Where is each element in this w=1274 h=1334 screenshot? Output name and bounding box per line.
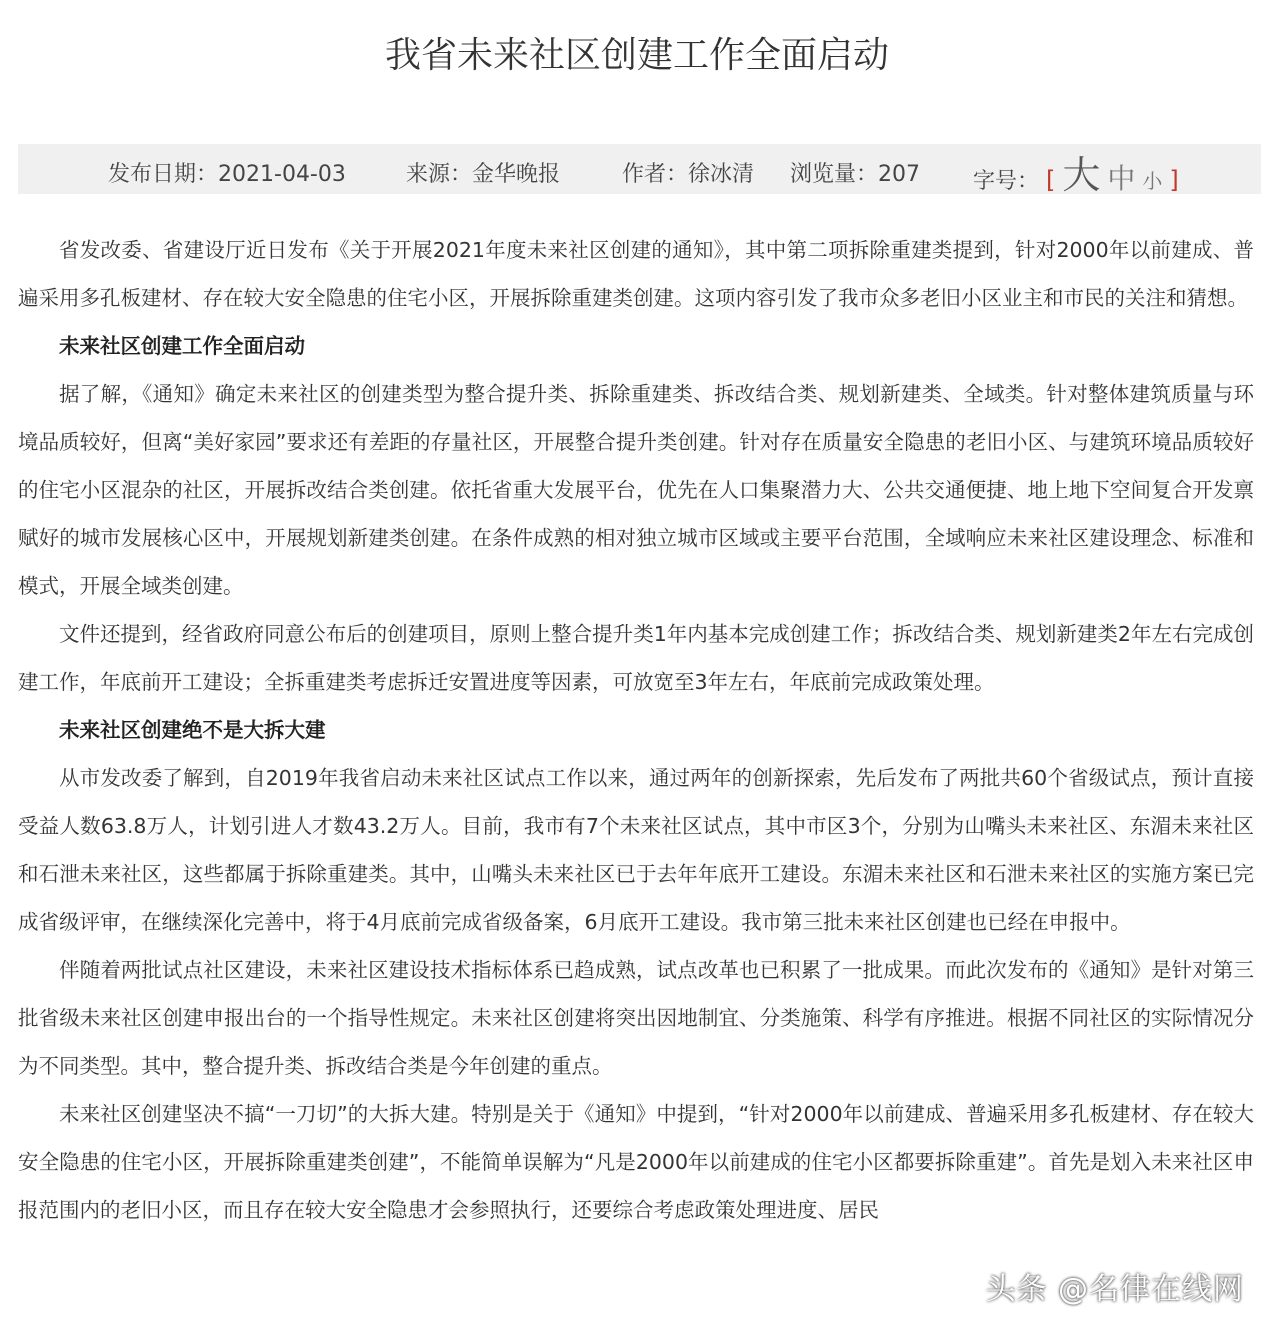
article-paragraph: 文件还提到，经省政府同意公布后的创建项目，原则上整合提升类1年内基本完成创建工作；拆改结合类、规划新建类2年左右完成创建工作，年底前开工建设；全拆重建类考虑拆迁安置进度等因素，可放宽至3年左右，年底前完成政策处理。 (18, 622, 1254, 694)
article-meta-bar (18, 144, 1261, 197)
watermark: 头条 @名律在线网 (985, 1272, 1244, 1307)
article-title: 我省未来社区创建工作全面启动 (384, 35, 889, 76)
font-size-small-button[interactable]: 小 (1142, 169, 1163, 193)
article-paragraph: 未来社区创建坚决不搞“一刀切”的大拆大建。特别是关于《通知》中提到，“针对2000年以前建成、普遍采用多孔板建材、存在较大安全隐患的住宅小区，开展拆除重建类创建”，不能简单误解为“凡是2000年以前建成的住宅小区都要拆除重建”。首先是划入未来社区申报范围内的老旧小区，而且存在较大安全隐患才会参照执行，还要综合考虑政策处理进度、居民 (18, 1102, 1254, 1222)
view-count: 浏览量：207 (790, 162, 921, 187)
font-size-medium-button[interactable]: 中 (1107, 162, 1136, 195)
article-subheading: 未来社区创建绝不是大拆大建 (59, 718, 326, 742)
article-paragraph: 据了解，《通知》确定未来社区的创建类型为整合提升类、拆除重建类、拆改结合类、规划新建类、全域类。针对整体建筑质量与环境品质较好，但离“美好家园”要求还有差距的存量社区，开展整合提升类创建。针对存在质量安全隐患的老旧小区、与建筑环境品质较好的住宅小区混杂的社区，开展拆改结合类创建。依托省重大发展平台，优先在人口集聚潜力大、公共交通便捷、地上地下空间复合开发禀赋好的城市发展核心区中，开展规划新建类创建。在条件成熟的相对独立城市区域或主要平台范围，全域响应未来社区建设理念、标准和模式，开展全域类创建。 (18, 382, 1254, 598)
font-size-label: 字号： (973, 169, 1040, 194)
publish-date: 发布日期：2021-04-03 (108, 162, 346, 187)
article-source: 来源：金华晚报 (406, 162, 561, 187)
font-size-bracket-close: ] (1169, 166, 1179, 194)
article-paragraph: 省发改委、省建设厅近日发布《关于开展2021年度未来社区创建的通知》，其中第二项拆除重建类提到，针对2000年以前建成、普遍采用多孔板建材、存在较大安全隐患的住宅小区，开展拆除重建类创建。这项内容引发了我市众多老旧小区业主和市民的关注和猜想。 (18, 238, 1254, 310)
font-size-selector (973, 144, 1179, 213)
article-subheading: 未来社区创建工作全面启动 (59, 334, 305, 358)
article-author: 作者：徐冰清 (622, 162, 755, 187)
article-paragraph: 伴随着两批试点社区建设，未来社区建设技术指标体系已趋成熟，试点改革也已积累了一批成果。而此次发布的《通知》是针对第三批省级未来社区创建申报出台的一个指导性规定。未来社区创建将突出因地制宜、分类施策、科学有序推进。根据不同社区的实际情况分为不同类型。其中，整合提升类、拆改结合类是今年创建的重点。 (18, 958, 1254, 1078)
font-size-large-button[interactable]: 大 (1062, 153, 1101, 197)
article-paragraph: 从市发改委了解到，自2019年我省启动未来社区试点工作以来，通过两年的创新探索，先后发布了两批共60个省级试点，预计直接受益人数63.8万人，计划引进人才数43.2万人。目前，我市有7个未来社区试点，其中市区3个，分别为山嘴头未来社区、东湄未来社区和石泄未来社区，这些都属于拆除重建类。其中，山嘴头未来社区已于去年年底开工建设。东湄未来社区和石泄未来社区的实施方案已完成省级评审，在继续深化完善中，将于4月底前完成省级备案，6月底开工建设。我市第三批未来社区创建也已经在申报中。 (18, 766, 1254, 934)
article-body (18, 226, 1254, 1234)
font-size-bracket-open: [ (1046, 166, 1056, 194)
